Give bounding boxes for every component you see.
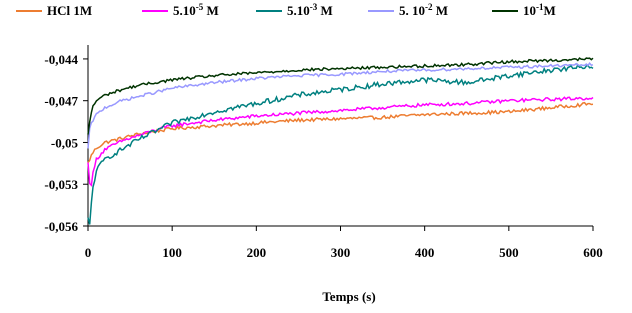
series-line [88, 103, 593, 163]
legend-label-sup: -1 [536, 2, 544, 12]
y-tick-label: -0,053 [44, 177, 78, 193]
legend-label [399, 2, 448, 18]
x-tick-label: 400 [414, 245, 435, 260]
y-tick-label: -0,056 [44, 219, 78, 234]
legend-label-part: 5. 10 [399, 3, 425, 18]
series-line [88, 63, 593, 148]
legend-label-part: 10 [523, 3, 536, 18]
ticks [44, 52, 602, 260]
series-line [88, 58, 593, 134]
x-tick-label: 600 [583, 245, 603, 260]
x-tick-label: 200 [246, 245, 267, 260]
legend-label-sup: -5 [195, 2, 204, 12]
legend-label-part: 5.10 [173, 3, 196, 18]
legend-label-part: M [543, 3, 556, 18]
x-tick-label: 100 [162, 245, 182, 260]
y-tick-label: -0,044 [44, 51, 78, 67]
x-tick-label: 0 [84, 245, 92, 260]
legend-label [287, 2, 333, 18]
legend-label-sup: -2 [425, 2, 433, 12]
legend-label-sup: -3 [309, 2, 318, 12]
legend-label [523, 2, 556, 18]
x-tick-label: 300 [330, 245, 351, 260]
legend [16, 2, 556, 18]
legend-label-part: M [317, 3, 333, 18]
x-axis-title: Temps (s) [322, 289, 376, 304]
y-tick-label: -0,047 [44, 93, 78, 109]
legend-label-part: M [432, 3, 449, 18]
legend-label-part: M [203, 3, 219, 18]
legend-label [47, 3, 92, 18]
axes [88, 45, 593, 226]
legend-label-part: 5.10 [287, 3, 310, 18]
legend-label-part: HCl 1M [47, 3, 93, 18]
legend-label [173, 2, 219, 18]
series-group [88, 58, 593, 224]
x-tick-label: 500 [499, 245, 519, 260]
y-tick-label: -0,05 [50, 135, 78, 151]
